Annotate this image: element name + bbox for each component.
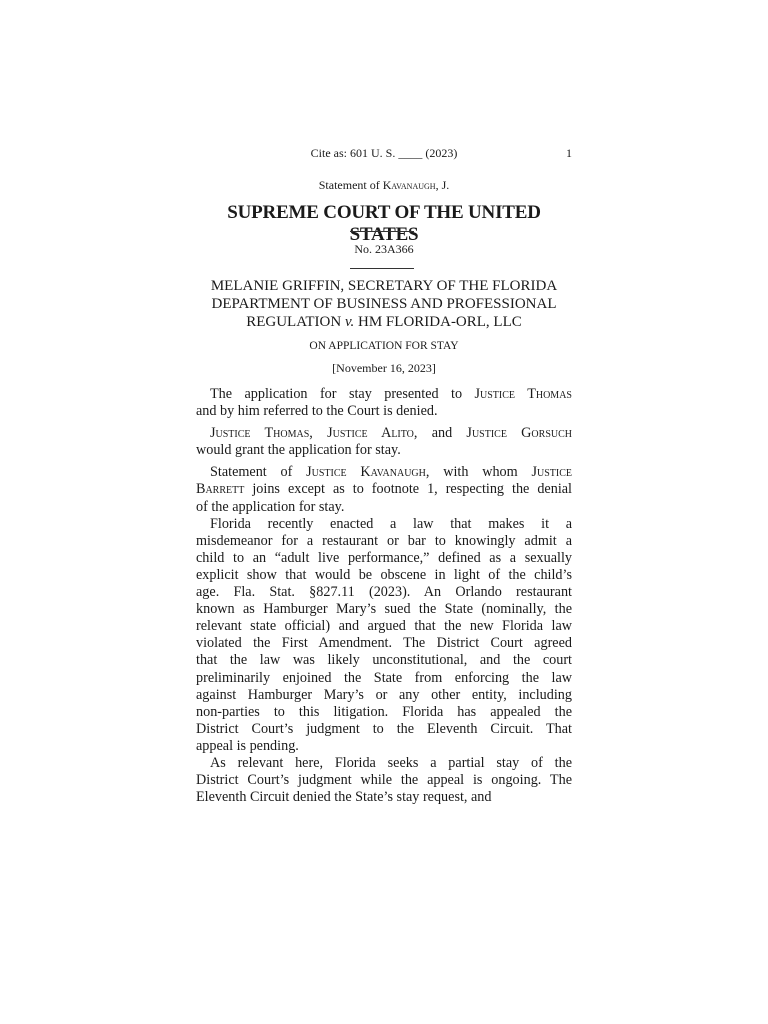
citation-line: Cite as: 601 U. S. ____ (2023): [310, 146, 458, 160]
opinion-paragraph: [196, 386, 572, 420]
text-line: preliminarily enjoined the State from enforcing the law: [196, 669, 572, 686]
text-line: of the application for stay.: [196, 498, 345, 515]
page-number: 1: [566, 146, 572, 160]
opinion-paragraph: [196, 464, 572, 515]
divider-rule: [350, 231, 414, 232]
text-line: against Hamburger Mary’s or any other entity, including: [196, 686, 572, 703]
text-line: explicit show that would be obscene in light of the child’s: [196, 566, 572, 583]
opinion-paragraph: [196, 516, 572, 755]
text-line: age. Fla. Stat. §827.11 (2023). An Orlando restaurant: [196, 584, 572, 601]
text-line: non-parties to this litigation. Florida has appealed the: [196, 703, 572, 720]
text-line: appeal is pending.: [196, 737, 299, 754]
text-line: Eleventh Circuit denied the State’s stay request, and: [196, 789, 492, 806]
text-line: child to an “adult live performance,” defined as a sexually: [196, 549, 572, 566]
docket-number: No. 23A366: [354, 242, 414, 256]
case-caption: [196, 277, 572, 331]
text-line: District Court’s judgment to the Eleventh Circuit. That: [196, 720, 572, 737]
statement-heading: Statement of Kavanaugh, J.: [318, 178, 450, 192]
running-header: [196, 146, 572, 164]
court-name: SUPREME COURT OF THE UNITED STATES: [227, 202, 541, 245]
opinion-body: [196, 386, 572, 806]
caption-line: REGULATION v. HM FLORIDA-ORL, LLC: [246, 314, 522, 330]
caption-line: MELANIE GRIFFIN, SECRETARY OF THE FLORIDA: [210, 278, 558, 294]
opinion-paragraph: [196, 755, 572, 806]
text-line: The application for stay presented to Justice Thomas: [210, 386, 572, 402]
text-line: and by him referred to the Court is denied.: [196, 403, 438, 420]
decision-date: [November 16, 2023]: [332, 361, 436, 375]
text-line: Justice Thomas, Justice Alito, and Justice Gorsuch: [210, 425, 572, 442]
on-application-heading: ON APPLICATION FOR STAY: [309, 340, 459, 352]
text-line: Statement of Justice Kavanaugh, with whom Justice: [210, 464, 572, 481]
text-line: Florida recently enacted a law that makes it a: [210, 515, 572, 532]
text-line: As relevant here, Florida seeks a partial stay of the: [210, 754, 572, 771]
text-line: Barrett joins except as to footnote 1, respecting the denial: [196, 481, 572, 498]
text-line: District Court’s judgment while the appeal is ongoing. The: [196, 772, 572, 789]
caption-line: DEPARTMENT OF BUSINESS AND PROFESSIONAL: [211, 296, 557, 312]
opinion-paragraph: [196, 425, 572, 459]
text-line: that the law was likely unconstitutional, and the court: [196, 652, 572, 669]
text-line: relevant state official) and argued that the new Florida law: [196, 618, 572, 635]
text-line: known as Hamburger Mary’s sued the State (nominally, the: [196, 601, 572, 618]
text-line: misdemeanor for a restaurant or bar to knowingly admit a: [196, 532, 572, 549]
text-line: violated the First Amendment. The District Court agreed: [196, 635, 572, 652]
text-line: would grant the application for stay.: [196, 442, 401, 459]
divider-rule: [350, 268, 414, 269]
